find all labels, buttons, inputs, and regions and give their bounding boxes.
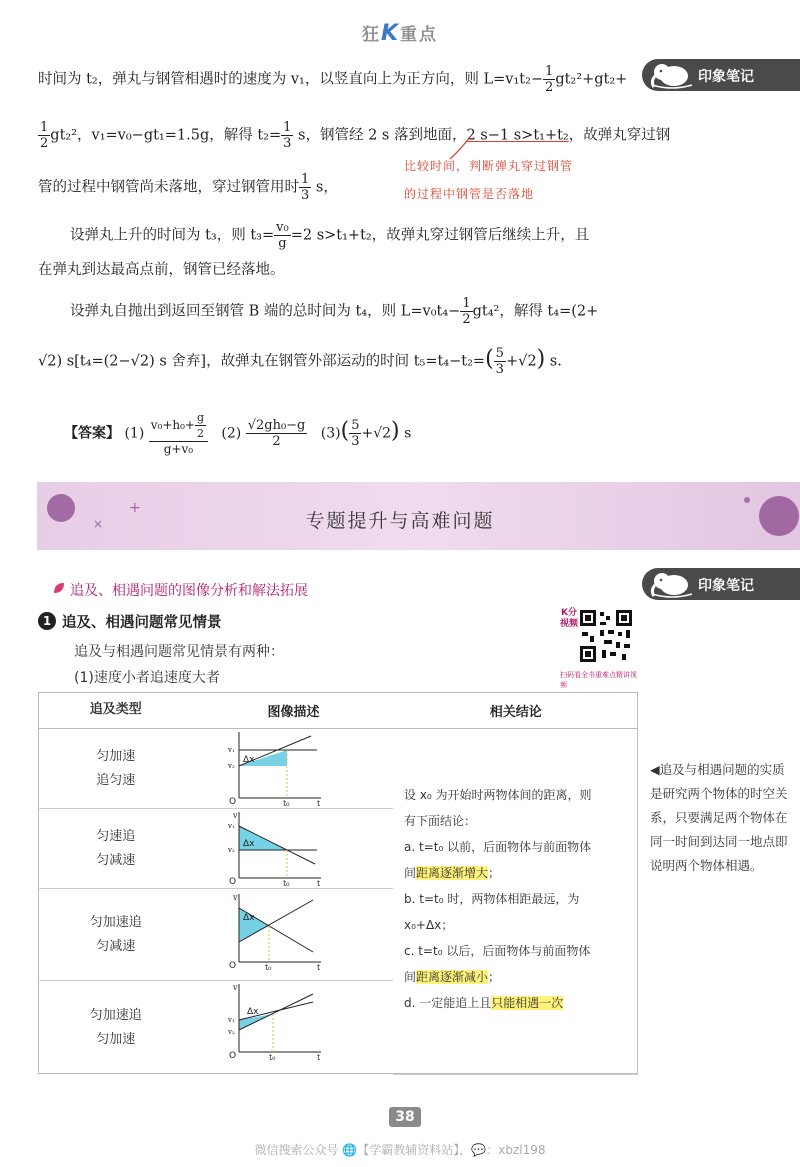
row-2-type-line-1: 匀速追 (96, 828, 136, 844)
sub-index-badge: 1 (38, 612, 56, 630)
solution-line-5: 在弹丸到达最高点前，钢管已经落地。 (38, 262, 285, 278)
handnote-line-1: 比较时间，判断弹丸穿过钢管 (404, 159, 574, 173)
note-tab-label: 印象笔记 (698, 69, 754, 85)
svg-text:Δx: Δx (243, 913, 255, 923)
highlight-increase: 距离逐渐增大 (416, 866, 489, 880)
solution-line-2: $\frac{1}{2}$ gt₂²，v₁=v₀−gt₁=1.5g，解得 t₂= $\frac{1}{3}$ s，钢管经 2 s 落到地面，2 s−1 s>t₁+t₂，故弹丸穿过钢 (40, 120, 671, 151)
svg-text:Δx: Δx (247, 1007, 259, 1017)
svg-text:O: O (229, 1051, 237, 1061)
answer-line: 【答案】 (1) v₀+h₀+ $\frac{g}{2}$ g+v₀ (2) $\frac{\text{√2gh₀−g}}{2}$ (3)( $\frac{5}{3}$ +√2) s (64, 411, 412, 456)
svg-text:O: O (229, 877, 237, 887)
svg-text:×: × (93, 517, 104, 531)
solution-line-4: 设弹丸上升的时间为 t₃，则 t₃= $\frac{\text{v₀}}{g}$ =2 s>t₁+t₂，故弹丸穿过钢管后继续上升，且 (70, 220, 590, 251)
conclusion-line: a. t=t₀ 以前，后面物体与前面物体 (404, 840, 592, 854)
solution-line-1: 时间为 t₂，弹丸与钢管相遇时的速度为 v₁，以竖直向上为正方向，则 L=v₁t₂− $\frac{1}{2}$ gt₂²+gt₂+ (38, 64, 628, 95)
svg-text:+: + (129, 500, 141, 516)
header-title-prefix: 狂 (361, 25, 381, 45)
answer-3-fraction: $\frac{5}{3}$ (351, 418, 360, 449)
conclusion-line: d. 一定能追上且只能相遇一次 (404, 996, 564, 1010)
elephant-icon (648, 61, 694, 89)
header-type: 追及类型 (38, 692, 193, 729)
answer-2-fraction: $\frac{\text{√2gh₀−g}}{2}$ (247, 418, 306, 449)
conclusion-line: b. t=t₀ 时，两物体相距最远，为 (404, 892, 580, 906)
note-tab-label: 印象笔记 (698, 578, 754, 594)
svg-text:Δx: Δx (243, 755, 255, 765)
svg-text:v₁: v₁ (228, 746, 235, 754)
note-tab-section (642, 568, 800, 600)
answer-label: 【答案】 (64, 425, 120, 442)
page-number: 38 (389, 1107, 421, 1127)
svg-text:v₁: v₁ (228, 1016, 235, 1024)
svg-text:t: t (317, 879, 321, 888)
conclusion-line: 设 x₀ 为开始时两物体间的距离，则 (404, 788, 592, 802)
note-tab-top (642, 59, 800, 91)
conclusion-line: 间距离逐渐增大； (404, 866, 501, 880)
side-note: ◀追及与相遇问题的实质是研究两个物体的时空关系，只要满足两个物体在同一时间到达同一地点即说明两个物体相遇。 (650, 762, 788, 873)
row-3-type-line-1: 匀加速追 (89, 914, 142, 930)
svg-text:t₀: t₀ (265, 963, 272, 972)
handnote-line-2: 的过程中钢管是否落地 (404, 187, 535, 201)
header-title-k: K (380, 21, 401, 46)
conclusion-line: x₀+Δx； (404, 918, 454, 932)
graph-accel-vs-uniform (225, 728, 325, 808)
svg-text:O: O (229, 797, 237, 807)
solution-line-6: 设弹丸自抛出到返回至钢管 B 端的总时间为 t₄，则 L=v₀t₄− $\frac{1}{2}$ gt₄²，解得 t₄=(2+ (70, 296, 599, 327)
row-3-type-line-2: 匀减速 (96, 938, 136, 954)
svg-text:O: O (229, 961, 237, 971)
conclusion-line: 间距离逐渐减小； (404, 970, 501, 984)
underlined-comparison: 2 s−1 s>t₁+t₂ (466, 127, 569, 144)
svg-text:v₂: v₂ (228, 846, 235, 854)
qr-caption: 扫码看全书重难点精讲视频 (560, 671, 637, 689)
row-1-type-line-1: 匀加速 (96, 748, 136, 764)
table-header-row (38, 692, 638, 729)
graph-accel-vs-accel (225, 980, 325, 1062)
solution-line-3: 管的过程中钢管尚未落地，穿过钢管用时 $\frac{1}{3}$ s， (38, 172, 338, 203)
svg-text:t: t (317, 963, 321, 972)
svg-text:t: t (317, 1053, 321, 1062)
row-2-type-line-2: 匀减速 (96, 852, 136, 868)
section-intro: 追及与相遇问题常见情景有两种： (74, 644, 284, 660)
header-graph: 图像描述 (193, 692, 393, 729)
svg-text:v: v (233, 811, 238, 820)
graph-uniform-vs-decel (225, 808, 325, 888)
banner-title: 专题提升与高难问题 (305, 510, 495, 532)
svg-text:t₀: t₀ (269, 1053, 276, 1062)
case-1-label: (1)速度小者追速度大者 (74, 670, 220, 686)
k-video-tag: K分视频 (560, 608, 579, 629)
graph-accel-vs-decel (225, 890, 325, 972)
svg-text:v: v (233, 893, 238, 902)
svg-text:v₂: v₂ (228, 762, 235, 770)
page-header-title (0, 20, 800, 46)
row-1-type-line-2: 追匀速 (96, 772, 136, 788)
sub-title: 追及、相遇问题常见情景 (62, 615, 222, 631)
header-conclusion: 相关结论 (393, 692, 638, 729)
conclusion-line: c. t=t₀ 以后，后面物体与前面物体 (404, 944, 591, 958)
conclusion-line: 有下面结论： (404, 814, 477, 828)
highlight-decrease: 距离逐渐减小 (416, 970, 489, 984)
header-title-suffix: 重点 (400, 25, 439, 45)
footer-text: 微信搜索公众号 🌐【学霸教辅资料站】，💬：xbzl198 (254, 1143, 546, 1157)
row-4-type-line-2: 匀加速 (96, 1031, 136, 1047)
answer-1-fraction: v₀+h₀+ $\frac{g}{2}$ g+v₀ (149, 410, 208, 457)
conclusion-text (404, 782, 638, 1016)
svg-text:v₁: v₁ (228, 822, 235, 830)
svg-text:t₀: t₀ (283, 799, 290, 808)
svg-text:t: t (317, 799, 321, 808)
svg-text:v₂: v₂ (228, 1028, 235, 1036)
solution-line-7: √2) s[t₄=(2−√2) s 舍弃]，故弹丸在钢管外部运动的时间 t₅=t₄−t₂=( $\frac{5}{3}$ +√2) s. (38, 346, 562, 377)
svg-text:Δx: Δx (243, 839, 255, 849)
svg-text:v: v (233, 983, 238, 992)
qr-code[interactable] (578, 608, 634, 664)
section-title: 追及、相遇问题的图像分析和解法拓展 (70, 583, 308, 599)
row-4-type-line-1: 匀加速追 (89, 1007, 142, 1023)
highlight-meet-once: 只能相遇一次 (491, 996, 564, 1010)
svg-text:t₀: t₀ (283, 879, 290, 888)
leaf-bullet-icon (52, 581, 66, 595)
elephant-icon (648, 570, 694, 598)
